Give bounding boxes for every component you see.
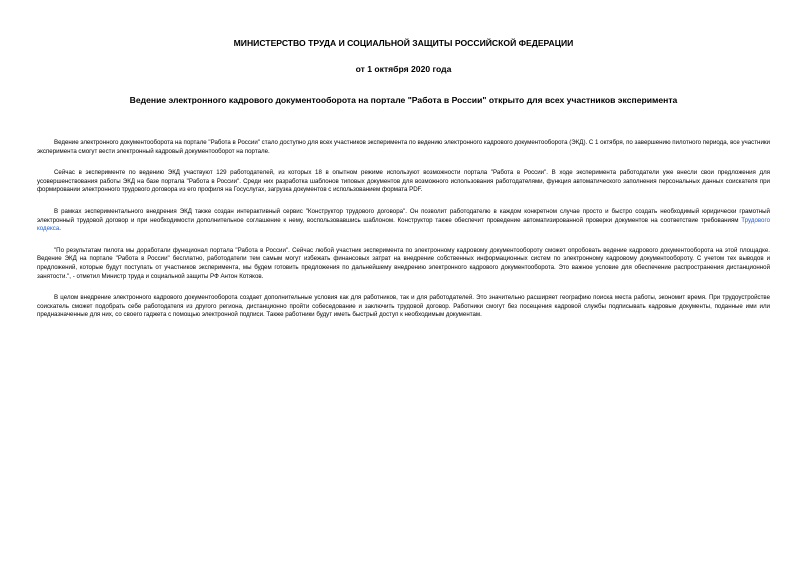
document-body — [37, 139, 770, 320]
paragraph-3 — [37, 208, 770, 234]
paragraph-4: "По результатам пилота мы доработали функционал портала "Работа в России". Сейчас любой участник эксперимента по электронному кадровому документообороту сможет опробовать ведение кадрового документооборота на этой площадке. Ведение ЭКД на портале "Работа в России" бесплатно, работодатели тем самым могут избежать финансовых затрат на внедрение собственных информационных систем по электронному кадровому документообороту. С учетом тех выводов и предложений, которые будут поступать от участников эксперимента, мы будем готовить предложения по дальнейшему внедрению электронного кадрового документооборота. Это важное условие для обеспечение распространения дистанционной занятости.", - отметил Министр труда и социальной защиты РФ Антон Котяков. — [37, 246, 770, 280]
paragraph-1: Ведение электронного документооборота на портале "Работа в России" стало доступно для всех участников эксперимента по ведению электронного кадрового документооборота (ЭКД). С 1 октября, по завершению пилотного периода, все участники эксперимента смогут вести электронный кадровый документооборот на портале. — [37, 139, 770, 155]
paragraph-3-text: В рамках экспериментального внедрения ЭКД также создан интерактивный сервис "Конструктор трудового договора". Он позволит работодателю в каждом конкретном случае просто и быстро создать необходимый юридически грамотный электронный трудовой договор и при необходимости дополнительное соглашение к нему, воспользовавшись шаблоном. Конструктор также обеспечит проведение автоматизированной проверки документов на соответствие требованиям — [37, 207, 770, 224]
paragraph-5: В целом внедрение электронного кадрового документооборота создает дополнительные условия как для работников, так и для работодателей. Это значительно расширяет географию поиска места работы, экономит время. При трудоустройстве соискатель сможет подобрать себе работодателя из другого региона, дистанционно пройти собеседование и заключить трудовой договор. Работники смогут без посещения кадровой службы подписывать кадровые документы, поданные ими или предназначенные для них, со своего гаджета с помощью электронной подписи. Также работники будут иметь быстрый доступ к необходимым документам. — [37, 294, 770, 319]
labor-code-link[interactable]: Трудового кодекса — [37, 216, 770, 233]
document-headline: Ведение электронного кадрового документооборота на портале "Работа в России" открыто для всех участников эксперимента — [129, 95, 678, 105]
paragraph-2: Сейчас в эксперименте по ведению ЭКД участвуют 129 работодателей, из которых 18 в опытном режиме используют возможности портала "Работа в России". В ходе эксперимента работодатели уже внесли свои предложения для усовершенствования работы ЭКД на базе портала "Работа в России". Среди них разработка шаблонов типовых документов для возможного использования работодателями, функция автоматического заполнения персональных данных соискателя при формировании электронного трудового договора из его профиля на Госуслугах, загрузка документов с использованием формата PDF. — [37, 169, 770, 194]
paragraph-3-end: . — [59, 225, 61, 233]
document-date: от 1 октября 2020 года — [355, 64, 452, 74]
organization-title: МИНИСТЕРСТВО ТРУДА И СОЦИАЛЬНОЙ ЗАЩИТЫ РОССИЙСКОЙ ФЕДЕРАЦИИ — [233, 38, 574, 48]
